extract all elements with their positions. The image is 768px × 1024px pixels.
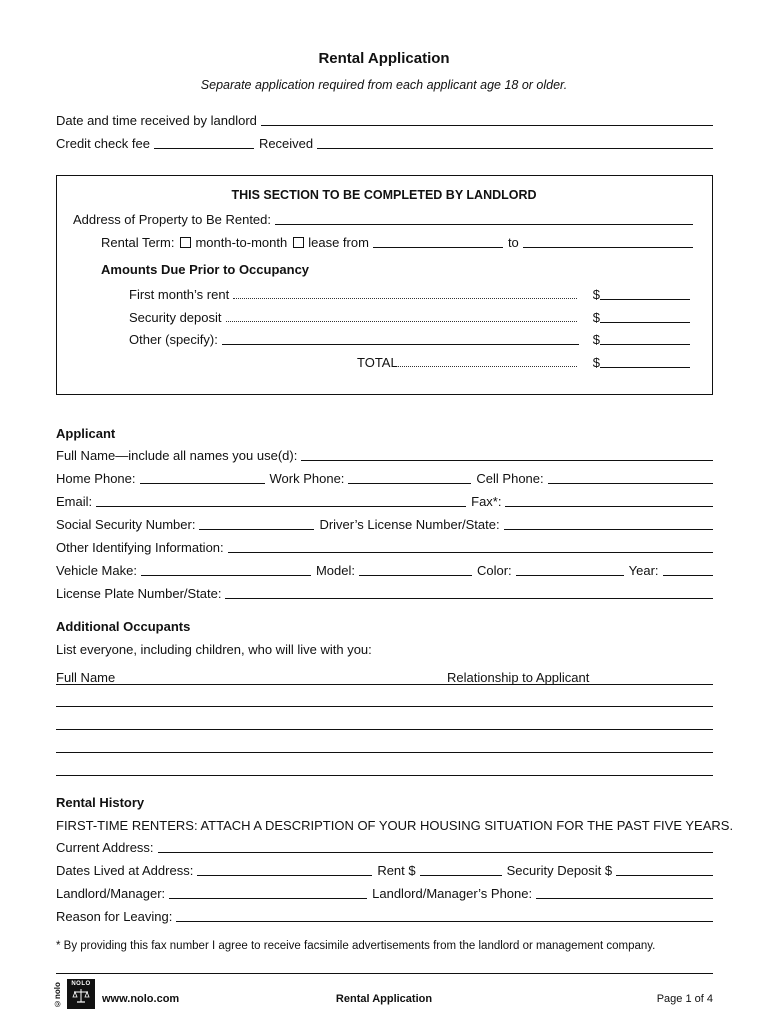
full-name-label: Full Name—include all names you use(d): bbox=[56, 448, 298, 463]
home-phone-field[interactable] bbox=[140, 483, 265, 484]
other-specify-field[interactable] bbox=[222, 344, 579, 345]
cell-phone-label: Cell Phone: bbox=[476, 471, 544, 486]
month-to-month-label: month-to-month bbox=[195, 235, 288, 250]
currency-sign: $ bbox=[592, 355, 600, 370]
other-amount-field[interactable] bbox=[600, 344, 690, 345]
property-address-label: Address of Property to Be Rented: bbox=[73, 212, 271, 227]
rental-term-row bbox=[101, 233, 693, 251]
date-received-label: Date and time received by landlord bbox=[56, 113, 257, 128]
dot-leader bbox=[398, 366, 577, 367]
work-phone-label: Work Phone: bbox=[269, 471, 345, 486]
reason-leaving-field[interactable] bbox=[176, 921, 713, 922]
property-address-row bbox=[73, 210, 693, 228]
nolo-logo-text: NOLO bbox=[71, 981, 91, 987]
occupant-entry-line[interactable] bbox=[56, 706, 713, 707]
landlord-phone-field[interactable] bbox=[536, 898, 713, 899]
license-plate-row bbox=[56, 584, 713, 602]
history-deposit-field[interactable] bbox=[616, 875, 713, 876]
history-deposit-label: Security Deposit $ bbox=[506, 863, 613, 878]
lease-checkbox[interactable] bbox=[293, 237, 304, 248]
current-address-label: Current Address: bbox=[56, 840, 154, 855]
lease-from-field[interactable] bbox=[373, 247, 503, 248]
landlord-row bbox=[56, 884, 713, 902]
occupant-entry-line[interactable] bbox=[56, 729, 713, 730]
home-phone-label: Home Phone: bbox=[56, 471, 136, 486]
page-title: Rental Application bbox=[318, 50, 450, 67]
property-address-field[interactable] bbox=[275, 224, 693, 225]
total-label: TOTAL bbox=[357, 355, 398, 370]
reason-leaving-label: Reason for Leaving: bbox=[56, 909, 173, 924]
applicant-heading: Applicant bbox=[56, 426, 116, 441]
vehicle-make-field[interactable] bbox=[141, 575, 311, 576]
rental-term-label: Rental Term: bbox=[101, 235, 175, 250]
vehicle-make-label: Vehicle Make: bbox=[56, 563, 137, 578]
landlord-manager-label: Landlord/Manager: bbox=[56, 886, 166, 901]
fax-field[interactable] bbox=[505, 506, 713, 507]
lease-to-field[interactable] bbox=[523, 247, 693, 248]
other-amount-row bbox=[129, 330, 690, 348]
other-id-label: Other Identifying Information: bbox=[56, 540, 224, 555]
email-label: Email: bbox=[56, 494, 93, 509]
nolo-copyright-logo: ©nolo bbox=[53, 982, 62, 1008]
email-row bbox=[56, 492, 713, 510]
credit-fee-field[interactable] bbox=[154, 148, 254, 149]
footer-rule bbox=[56, 973, 713, 974]
other-label: Other (specify): bbox=[129, 332, 218, 347]
first-month-amount-field[interactable] bbox=[600, 299, 690, 300]
currency-sign: $ bbox=[592, 310, 600, 325]
ssn-row bbox=[56, 515, 713, 533]
email-field[interactable] bbox=[96, 506, 466, 507]
col-full-name: Full Name bbox=[56, 670, 116, 685]
ssn-field[interactable] bbox=[199, 529, 314, 530]
dot-leader bbox=[226, 321, 577, 322]
occupant-entry-line[interactable] bbox=[56, 752, 713, 753]
security-deposit-label: Security deposit bbox=[129, 310, 222, 325]
cell-phone-field[interactable] bbox=[548, 483, 713, 484]
vehicle-year-label: Year: bbox=[628, 563, 659, 578]
vehicle-year-field[interactable] bbox=[663, 575, 713, 576]
work-phone-field[interactable] bbox=[348, 483, 471, 484]
phones-row bbox=[56, 469, 713, 487]
first-month-row bbox=[129, 285, 690, 303]
drivers-license-field[interactable] bbox=[504, 529, 713, 530]
fax-label: Fax*: bbox=[471, 494, 502, 509]
reason-leaving-row bbox=[56, 907, 713, 925]
occupants-heading: Additional Occupants bbox=[56, 619, 191, 634]
landlord-phone-label: Landlord/Manager’s Phone: bbox=[372, 886, 533, 901]
rent-label: Rent $ bbox=[377, 863, 416, 878]
footer-url-link[interactable]: www.nolo.com bbox=[102, 993, 180, 1005]
total-row bbox=[357, 353, 690, 371]
total-amount-field[interactable] bbox=[600, 367, 690, 368]
credit-fee-label: Credit check fee bbox=[56, 136, 150, 151]
license-plate-field[interactable] bbox=[225, 598, 713, 599]
vehicle-row bbox=[56, 561, 713, 579]
lease-from-label: lease from bbox=[308, 235, 369, 250]
security-deposit-amount-field[interactable] bbox=[600, 322, 690, 323]
page-subtitle: Separate application required from each applicant age 18 or older. bbox=[200, 78, 568, 92]
landlord-section-title: THIS SECTION TO BE COMPLETED BY LANDLORD bbox=[231, 188, 537, 202]
first-month-label: First month’s rent bbox=[129, 287, 230, 302]
vehicle-model-label: Model: bbox=[315, 563, 355, 578]
received-label: Received bbox=[258, 136, 314, 151]
current-address-row bbox=[56, 838, 713, 856]
date-received-row bbox=[56, 111, 713, 129]
page-number: Page 1 of 4 bbox=[656, 993, 713, 1005]
dot-leader bbox=[233, 298, 577, 299]
amounts-due-heading: Amounts Due Prior to Occupancy bbox=[101, 262, 310, 277]
currency-sign: $ bbox=[592, 332, 600, 347]
full-name-field[interactable] bbox=[301, 460, 713, 461]
col-relationship: Relationship to Applicant bbox=[447, 670, 590, 685]
occupants-instruction: List everyone, including children, who will live with you: bbox=[56, 642, 372, 657]
vehicle-color-field[interactable] bbox=[516, 575, 624, 576]
rental-history-heading: Rental History bbox=[56, 795, 145, 810]
rent-field[interactable] bbox=[420, 875, 502, 876]
month-to-month-checkbox[interactable] bbox=[180, 237, 191, 248]
full-name-row bbox=[56, 446, 713, 464]
dates-lived-field[interactable] bbox=[197, 875, 372, 876]
currency-sign: $ bbox=[592, 287, 600, 302]
lease-to-label: to bbox=[507, 235, 519, 250]
date-received-field[interactable] bbox=[261, 125, 713, 126]
received-field[interactable] bbox=[317, 148, 713, 149]
ssn-label: Social Security Number: bbox=[56, 517, 196, 532]
footer-title: Rental Application bbox=[335, 993, 433, 1005]
vehicle-model-field[interactable] bbox=[359, 575, 472, 576]
other-id-row bbox=[56, 538, 713, 556]
landlord-manager-field[interactable] bbox=[169, 898, 367, 899]
security-deposit-row bbox=[129, 308, 690, 326]
credit-fee-row bbox=[56, 134, 713, 152]
license-plate-label: License Plate Number/State: bbox=[56, 586, 222, 601]
other-id-field[interactable] bbox=[228, 552, 713, 553]
vehicle-color-label: Color: bbox=[476, 563, 512, 578]
occupant-header-rule bbox=[56, 684, 713, 685]
fax-footnote: * By providing this fax number I agree to receive facsimile advertisements from the landlord or management company. bbox=[56, 940, 656, 952]
dates-lived-label: Dates Lived at Address: bbox=[56, 863, 194, 878]
dates-rent-row bbox=[56, 861, 713, 879]
drivers-license-label: Driver’s License Number/State: bbox=[319, 517, 500, 532]
rental-history-instruction: FIRST-TIME RENTERS: ATTACH A DESCRIPTION OF YOUR HOUSING SITUATION FOR THE PAST FIVE YEARS. bbox=[56, 818, 734, 833]
occupant-entry-line[interactable] bbox=[56, 775, 713, 776]
current-address-field[interactable] bbox=[158, 852, 713, 853]
